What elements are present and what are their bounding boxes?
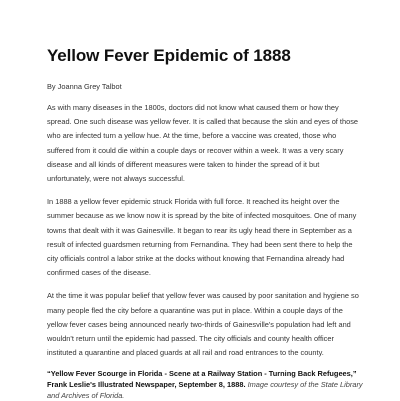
article-paragraph-3: At the time it was popular belief that yellow fever was caused by poor sanitation and hygiene so many people fled the city before a quarantine was put in place. Within a couple days of the yellow fever cases being announced nearly two-thirds of Gainesville's population had left and wouldn't return until the epidemic had passed. The city officials and county health officer instituted a quarantine and placed guards at all rail and road entrances to the county. <box>47 291 359 358</box>
article-title: Yellow Fever Epidemic of 1888 <box>47 46 291 65</box>
article-byline: By Joanna Grey Talbot <box>47 82 122 91</box>
caption-credit: Image courtesy of the State Library and Archives of Florida. <box>47 380 363 401</box>
image-caption <box>47 368 363 401</box>
article <box>47 46 363 401</box>
article-paragraph-1: As with many diseases in the 1800s, doctors did not know what caused them or how they spread. One such disease was yellow fever. It is called that because the skin and eyes of those who are infected turn a yellow hue. At the time, before a vaccine was created, those who suffered from it could die within a couple days or recover within a week. It was a very scary disease and all kinds of different measures were taken to hinder the spread of it but unfortunately, were not always successful. <box>47 103 358 184</box>
article-paragraph-2: In 1888 a yellow fever epidemic struck Florida with full force. It reached its height over the summer because as we know now it is spread by the bite of infected mosquitoes. One of many towns that dealt with it was Gainesville. It began to rear its ugly head there in September as a result of infected guardsmen returning from Fernandina. They had been sent there to help the city officials control a labor strike at the docks without knowing that Fernandina already had confirmed cases of the disease. <box>47 197 357 278</box>
caption-source: “Yellow Fever Scourge in Florida - Scene at a Railway Station - Turning Back Refugees,” Frank Leslie's Illustrated Newspaper, September 8, 1888. <box>47 369 357 390</box>
